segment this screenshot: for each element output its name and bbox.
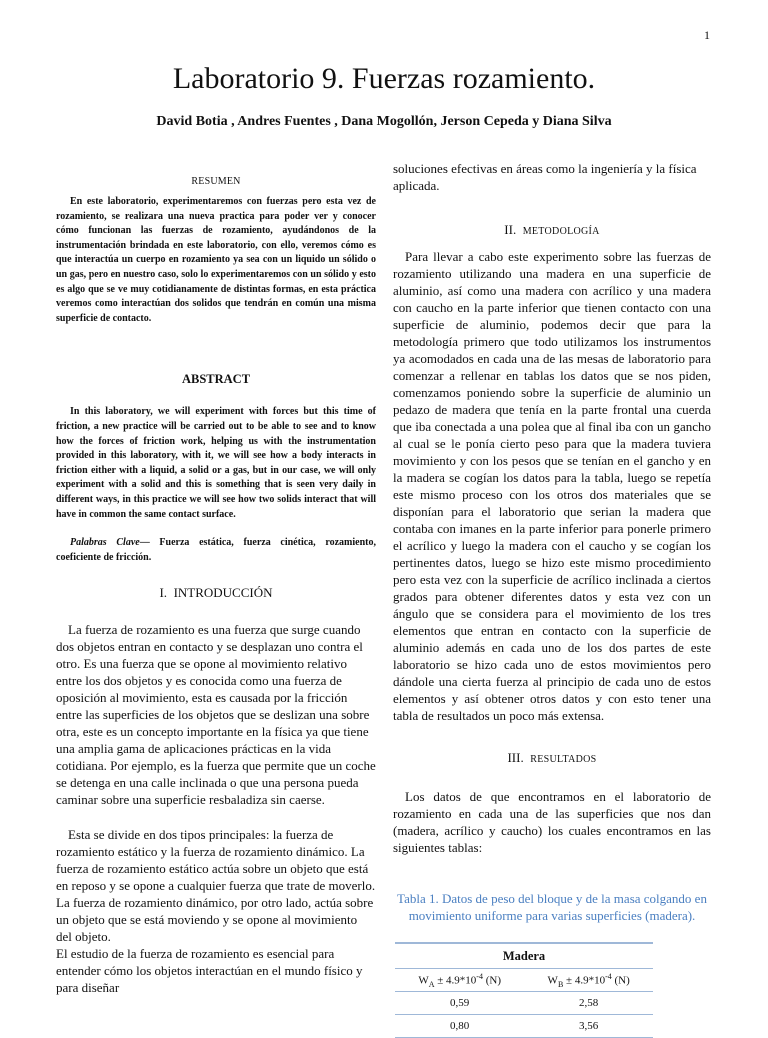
table-row bbox=[395, 1015, 653, 1038]
resumen-heading: RESUMEN bbox=[191, 176, 241, 187]
resultados-text: Los datos de que encontramos en el laboratorio de rozamiento en cada una de las superficies que nos dan (madera, acrílico y caucho) los cuales encontramos en las siguientes tablas: bbox=[393, 789, 711, 855]
metodologia-text: Para llevar a cabo este experimento sobre las fuerzas de rozamiento utilizando una madera en una superficie de aluminio, así como una madera con acrílico y una madera con caucho en la parte inferior que tienen contacto con una superficie de aluminio, podemos decir que para la metodología primero que todo utilizamos los instrumentos ya acomodados en cada una de las mesas de laboratorio para comenzar a rellenar en tablas los datos que se nos piden, comenzamos poniendo sobre la superficie de aluminio un pedazo de madera que tenía en la parte frontal una cuerda que iba conectada a una polea que al final iba con un gancho al cual se le ponía cierto peso para que la madera tuviera movimiento y con los pesos que se tenían en el gancho y en la madera se cogían los datos para la tabla, luego se repetía este mismo proceso con los otros dos materiales que se disponían para el laboratorio que serian la madera que contaba con imanes en la parte inferior para ponerle primero el acrílico y luego la madera con el caucho y se cogían los pertinentes datos, luego se hizo este mismo procedimiento pero esta vez con la superficie de acrílico inclinada a ciertos grados para obtener diferentes datos y esta vez con un ángulo que se considera para el movimiento de los tres elementos que entran en contacto con la superficie de aluminio además en cada uno de los dos partes de este laboratorio se hizo cada uno de estos movimientos pero dándole una cierta fuerza al principio de cada uno de estos elementos y así obtener otros datos y con esto tener una tabla de resultados un poco más extensa. bbox=[393, 249, 711, 723]
section-number: I. bbox=[159, 585, 168, 601]
paper-title: Laboratorio 9. Fuerzas rozamiento. bbox=[172, 62, 596, 95]
keywords-label: Palabras Clave bbox=[70, 537, 140, 549]
table-row bbox=[395, 992, 653, 1015]
section-heading-introduccion bbox=[56, 585, 376, 601]
page-number: 1 bbox=[704, 28, 710, 42]
abstract-heading: ABSTRACT bbox=[181, 372, 251, 387]
keywords-text: — Fuerza estática, fuerza cinética, rozamiento, coeficiente de fricción. bbox=[56, 537, 376, 563]
table-caption: Tabla 1. Datos de peso del bloque y de la masa colgando en movimiento uniforme para varias superficies (madera). bbox=[397, 891, 707, 923]
section-title: INTRODUCCIÓN bbox=[173, 585, 273, 601]
table-cell: 2,58 bbox=[524, 992, 653, 1015]
keywords bbox=[56, 536, 376, 565]
section-heading-metodologia bbox=[393, 222, 711, 238]
section-number: II. bbox=[504, 222, 517, 237]
table-cell: 0,59 bbox=[395, 992, 524, 1015]
column-header-wa: $W_A \pm 4.9*10^{-4}$ (N) bbox=[395, 969, 524, 992]
right-column bbox=[393, 160, 711, 1038]
table-cell: 3,56 bbox=[524, 1015, 653, 1038]
abstract-text: In this laboratory, we will experiment with forces but this time of friction, a new practice will be carried out to be able to see and to know how the forces of friction work, helping us with the instrumentation provided in this laboratory, with it, we will see how a body interacts in friction either with a liquid, a solid or a gas, but in our case, we will only experiment with a solid and this is something that is seen very daily in different ways, in this practice we will see how two solids interact that will have in common the same contact surface. bbox=[56, 406, 376, 520]
authors: David Botia , Andres Fuentes , Dana Mogollón, Jerson Cepeda y Diana Silva bbox=[156, 114, 612, 129]
section-heading-resultados bbox=[393, 750, 711, 766]
column-header-wb: $W_B \pm 4.9*10^{-4}$ (N) bbox=[524, 969, 653, 992]
table-header: Madera bbox=[395, 943, 653, 969]
resumen-text: En este laboratorio, experimentaremos con fuerzas pero esta vez de rozamiento, se realizara una nueva practica para poder ver y conocer cómo funcionan las fuerzas de rozamiento, ayudándonos de la instrumentación brindada en este laboratorio, con ello, veremos cómo es que interactúa un cuerpo en rozamiento ya sea con un liquido un sólido o un gas, pero en nuestro caso, solo lo experimentaremos con un sólido y esto es algo que se ve muy cotidianamente de distintas formas, en esta práctica veremos como interactúan dos solidos que tendrán en común una misma superficie de contacto. bbox=[56, 196, 376, 324]
intro-paragraph-1: La fuerza de rozamiento es una fuerza que surge cuando dos objetos entran en contacto y se desplazan uno contra el otro. Es una fuerza que se opone al movimiento relativo entre los dos objetos y es conocida como una fuerza de oposición al movimiento, esta es causada por la fricción entre las superficies de los objetos que se deslizan una sobre otra, este es un concepto importante en la física ya que tiene una amplia gama de aplicaciones prácticas en la vida cotidiana. Por ejemplo, es la fuerza que permite que un coche se detenga en una calle inclinada o que una persona pueda caminar sobre una superficie resbaladiza sin caerse. bbox=[56, 622, 376, 808]
section-title: RESULTADOS bbox=[530, 754, 597, 765]
intro-paragraph-3: El estudio de la fuerza de rozamiento es esencial para entender cómo los objetos interactúan en el mundo físico y para diseñar bbox=[56, 946, 363, 996]
left-column bbox=[56, 176, 376, 996]
section-title: METODOLOGÍA bbox=[522, 226, 600, 237]
section-number: III. bbox=[507, 750, 524, 765]
table-cell: 0,80 bbox=[395, 1015, 524, 1038]
intro-paragraph-3-continued: soluciones efectivas en áreas como la ingeniería y la física aplicada. bbox=[393, 161, 697, 193]
intro-paragraph-2: Esta se divide en dos tipos principales: la fuerza de rozamiento estático y la fuerza de rozamiento dinámico. La fuerza de rozamiento estático actúa sobre un objeto que está en reposo y se opone a cualquier fuerza que trate de moverlo. La fuerza de rozamiento dinámico, por otro lado, actúa sobre un objeto que se está moviendo y se opone al movimiento del objeto. bbox=[56, 827, 376, 945]
